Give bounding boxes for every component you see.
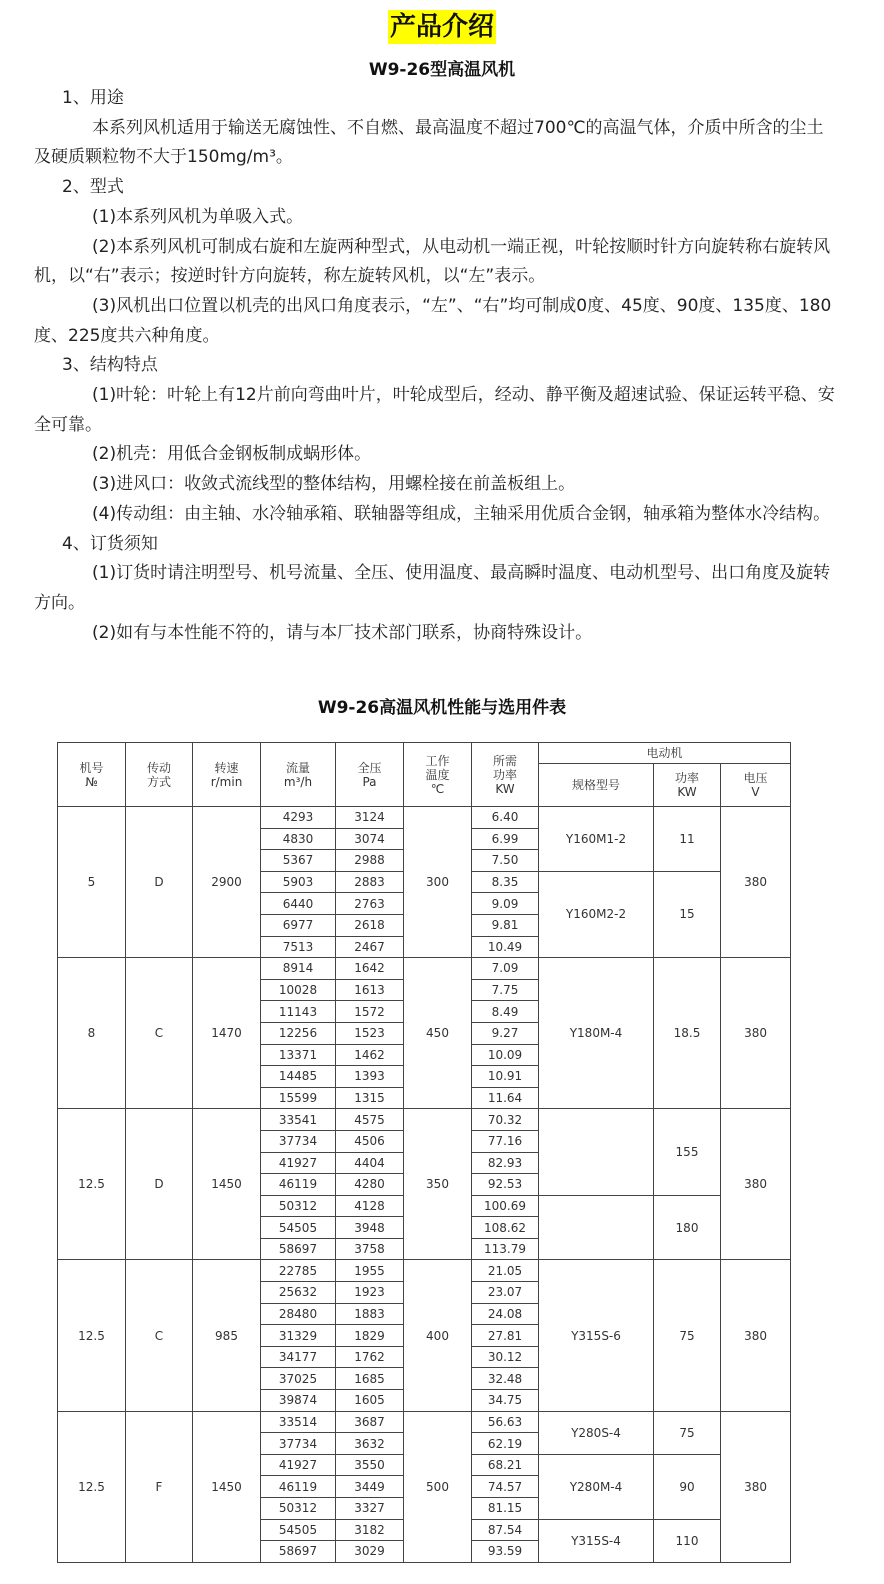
pressure-cell: 2988 — [336, 850, 404, 872]
power-cell: 6.40 — [472, 807, 539, 829]
pressure-cell: 3029 — [336, 1541, 404, 1563]
flow-cell: 50312 — [261, 1498, 336, 1520]
pressure-cell: 3074 — [336, 828, 404, 850]
flow-cell: 34177 — [261, 1346, 336, 1368]
power-cell: 56.63 — [472, 1411, 539, 1433]
flow-cell: 5367 — [261, 850, 336, 872]
voltage-cell: 380 — [721, 1411, 791, 1562]
power-cell: 11.64 — [472, 1087, 539, 1109]
flow-cell: 13371 — [261, 1044, 336, 1066]
fan-no-cell: 12.5 — [58, 1260, 126, 1411]
table-title: W9-26高温风机性能与选用件表 — [317, 698, 567, 718]
power-cell: 10.09 — [472, 1044, 539, 1066]
power-cell: 10.49 — [472, 936, 539, 958]
motor-model-cell — [539, 1195, 654, 1260]
flow-cell: 10028 — [261, 979, 336, 1001]
pressure-cell: 3550 — [336, 1454, 404, 1476]
pressure-cell: 1613 — [336, 979, 404, 1001]
header-motor: 电动机 — [539, 743, 791, 764]
flow-cell: 54505 — [261, 1519, 336, 1541]
flow-cell: 33514 — [261, 1411, 336, 1433]
structure-paragraph-1: (1)叶轮：叶轮上有12片前向弯曲叶片，叶轮成型后，经动、静平衡及超速试验、保证运转平稳、安全可靠。 — [34, 385, 835, 435]
drive-cell: F — [126, 1411, 193, 1562]
voltage-cell: 380 — [721, 1109, 791, 1260]
voltage-cell: 380 — [721, 1260, 791, 1411]
pressure-cell: 3449 — [336, 1476, 404, 1498]
power-cell: 74.57 — [472, 1476, 539, 1498]
pressure-cell: 4280 — [336, 1174, 404, 1196]
speed-cell: 1450 — [193, 1411, 261, 1562]
flow-cell: 8914 — [261, 958, 336, 980]
temp-cell: 350 — [404, 1109, 472, 1260]
table-row — [58, 1411, 791, 1433]
flow-cell: 6440 — [261, 893, 336, 915]
power-cell: 113.79 — [472, 1238, 539, 1260]
flow-cell: 5903 — [261, 871, 336, 893]
pressure-cell: 4575 — [336, 1109, 404, 1131]
table-row — [58, 1109, 791, 1131]
flow-cell: 31329 — [261, 1325, 336, 1347]
power-cell: 93.59 — [472, 1541, 539, 1563]
pressure-cell: 1393 — [336, 1066, 404, 1088]
power-cell: 6.99 — [472, 828, 539, 850]
power-cell: 108.62 — [472, 1217, 539, 1239]
structure-paragraph-3: (3)进风口：收敛式流线型的整体结构，用螺栓接在前盖板组上。 — [92, 474, 576, 495]
speed-cell: 1470 — [193, 958, 261, 1109]
flow-cell: 39874 — [261, 1390, 336, 1412]
power-cell: 92.53 — [472, 1174, 539, 1196]
pressure-cell: 1462 — [336, 1044, 404, 1066]
motor-power-cell: 90 — [654, 1454, 721, 1519]
header-flow: 流量 m³/h — [261, 743, 336, 807]
power-cell: 34.75 — [472, 1390, 539, 1412]
flow-cell: 37734 — [261, 1130, 336, 1152]
table-body — [58, 807, 791, 1563]
motor-power-cell: 11 — [654, 807, 721, 872]
header-drive: 传动 方式 — [126, 743, 193, 807]
pressure-cell: 1923 — [336, 1282, 404, 1304]
power-cell: 70.32 — [472, 1109, 539, 1131]
table-row — [58, 807, 791, 829]
pressure-cell: 2618 — [336, 914, 404, 936]
pressure-cell: 2467 — [336, 936, 404, 958]
motor-model-cell — [539, 1109, 654, 1195]
pressure-cell: 1883 — [336, 1303, 404, 1325]
speed-cell: 985 — [193, 1260, 261, 1411]
pressure-cell: 1955 — [336, 1260, 404, 1282]
pressure-cell: 1762 — [336, 1346, 404, 1368]
voltage-cell: 380 — [721, 807, 791, 958]
header-motor-power: 功率 KW — [654, 764, 721, 807]
header-no: 机号 № — [58, 743, 126, 807]
temp-cell: 500 — [404, 1411, 472, 1562]
flow-cell: 12256 — [261, 1022, 336, 1044]
performance-table — [57, 742, 791, 1563]
power-cell: 7.75 — [472, 979, 539, 1001]
motor-model-cell: Y315S-6 — [539, 1260, 654, 1411]
motor-power-cell: 110 — [654, 1519, 721, 1562]
structure-paragraph-2: (2)机壳：用低合金钢板制成蜗形体。 — [92, 444, 372, 465]
usage-paragraph: 本系列风机适用于输送无腐蚀性、不自燃、最高温度不超过700℃的高温气体，介质中所含的尘土及硬质颗粒物不大于150mg/m³。 — [34, 117, 824, 168]
speed-cell: 1450 — [193, 1109, 261, 1260]
power-cell: 8.49 — [472, 1001, 539, 1023]
power-cell: 23.07 — [472, 1282, 539, 1304]
power-cell: 9.09 — [472, 893, 539, 915]
power-cell: 9.81 — [472, 914, 539, 936]
flow-cell: 54505 — [261, 1217, 336, 1239]
flow-cell: 14485 — [261, 1066, 336, 1088]
power-cell: 21.05 — [472, 1260, 539, 1282]
flow-cell: 37025 — [261, 1368, 336, 1390]
flow-cell: 41927 — [261, 1454, 336, 1476]
title-area — [0, 0, 884, 50]
header-pressure: 全压 Pa — [336, 743, 404, 807]
header-model: 规格型号 — [539, 764, 654, 807]
type-paragraph-1: (1)本系列风机为单吸入式。 — [92, 206, 304, 227]
product-subtitle: W9-26型高温风机 — [368, 60, 516, 80]
fan-no-cell: 12.5 — [58, 1411, 126, 1562]
flow-cell: 6977 — [261, 914, 336, 936]
section-heading-order: 4、订货须知 — [62, 533, 158, 554]
flow-cell: 25632 — [261, 1282, 336, 1304]
flow-cell: 4293 — [261, 807, 336, 829]
power-cell: 24.08 — [472, 1303, 539, 1325]
power-cell: 30.12 — [472, 1346, 539, 1368]
power-cell: 9.27 — [472, 1022, 539, 1044]
power-cell: 62.19 — [472, 1433, 539, 1455]
order-paragraph-2: (2)如有与本性能不符的，请与本厂技术部门联系，协商特殊设计。 — [92, 622, 593, 643]
table-row — [58, 1260, 791, 1282]
header-voltage: 电压 V — [721, 764, 791, 807]
voltage-cell: 380 — [721, 958, 791, 1109]
pressure-cell: 1829 — [336, 1325, 404, 1347]
pressure-cell: 4404 — [336, 1152, 404, 1174]
speed-cell: 2900 — [193, 807, 261, 958]
power-cell: 68.21 — [472, 1454, 539, 1476]
pressure-cell: 2883 — [336, 871, 404, 893]
header-temp: 工作 温度 ℃ — [404, 743, 472, 807]
section-heading-structure: 3、结构特点 — [62, 355, 158, 376]
motor-power-cell: 180 — [654, 1195, 721, 1260]
flow-cell: 28480 — [261, 1303, 336, 1325]
pressure-cell: 4128 — [336, 1195, 404, 1217]
flow-cell: 37734 — [261, 1433, 336, 1455]
power-cell: 27.81 — [472, 1325, 539, 1347]
flow-cell: 50312 — [261, 1195, 336, 1217]
pressure-cell: 1642 — [336, 958, 404, 980]
pressure-cell: 1605 — [336, 1390, 404, 1412]
temp-cell: 400 — [404, 1260, 472, 1411]
flow-cell: 46119 — [261, 1476, 336, 1498]
drive-cell: D — [126, 1109, 193, 1260]
pressure-cell: 3948 — [336, 1217, 404, 1239]
pressure-cell: 3124 — [336, 807, 404, 829]
temp-cell: 450 — [404, 958, 472, 1109]
flow-cell: 58697 — [261, 1238, 336, 1260]
fan-no-cell: 5 — [58, 807, 126, 958]
power-cell: 82.93 — [472, 1152, 539, 1174]
motor-power-cell: 75 — [654, 1260, 721, 1411]
flow-cell: 7513 — [261, 936, 336, 958]
motor-model-cell: Y280S-4 — [539, 1411, 654, 1454]
power-cell: 7.09 — [472, 958, 539, 980]
drive-cell: D — [126, 807, 193, 958]
intro-text — [0, 84, 884, 648]
power-cell: 77.16 — [472, 1130, 539, 1152]
order-paragraph-1: (1)订货时请注明型号、机号流量、全压、使用温度、最高瞬时温度、电动机型号、出口角度及旋转方向。 — [34, 563, 831, 613]
pressure-cell: 3758 — [336, 1238, 404, 1260]
pressure-cell: 3182 — [336, 1519, 404, 1541]
header-power: 所需 功率 KW — [472, 743, 539, 807]
fan-no-cell: 8 — [58, 958, 126, 1109]
pressure-cell: 2763 — [336, 893, 404, 915]
drive-cell: C — [126, 958, 193, 1109]
pressure-cell: 1572 — [336, 1001, 404, 1023]
pressure-cell: 1523 — [336, 1022, 404, 1044]
drive-cell: C — [126, 1260, 193, 1411]
flow-cell: 33541 — [261, 1109, 336, 1131]
power-cell: 10.91 — [472, 1066, 539, 1088]
flow-cell: 46119 — [261, 1174, 336, 1196]
pressure-cell: 4506 — [336, 1130, 404, 1152]
flow-cell: 11143 — [261, 1001, 336, 1023]
motor-model-cell: Y160M1-2 — [539, 807, 654, 872]
temp-cell: 300 — [404, 807, 472, 958]
structure-paragraph-4: (4)传动组：由主轴、水冷轴承箱、联轴器等组成，主轴采用优质合金钢，轴承箱为整体水冷结构。 — [92, 503, 831, 524]
pressure-cell: 3632 — [336, 1433, 404, 1455]
power-cell: 32.48 — [472, 1368, 539, 1390]
flow-cell: 58697 — [261, 1541, 336, 1563]
pressure-cell: 3687 — [336, 1411, 404, 1433]
pressure-cell: 1315 — [336, 1087, 404, 1109]
power-cell: 87.54 — [472, 1519, 539, 1541]
power-cell: 100.69 — [472, 1195, 539, 1217]
flow-cell: 22785 — [261, 1260, 336, 1282]
flow-cell: 4830 — [261, 828, 336, 850]
flow-cell: 41927 — [261, 1152, 336, 1174]
motor-model-cell: Y180M-4 — [539, 958, 654, 1109]
section-heading-usage: 1、用途 — [62, 88, 124, 108]
motor-power-cell: 75 — [654, 1411, 721, 1454]
section-heading-type: 2、型式 — [62, 177, 124, 198]
power-cell: 8.35 — [472, 871, 539, 893]
type-paragraph-3: (3)风机出口位置以机壳的出风口角度表示，“左”、“右”均可制成0度、45度、90度、135度、180度、225度共六种角度。 — [34, 295, 832, 346]
motor-model-cell: Y280M-4 — [539, 1454, 654, 1519]
pressure-cell: 1685 — [336, 1368, 404, 1390]
page-title: 产品介绍 — [389, 12, 494, 42]
fan-no-cell: 12.5 — [58, 1109, 126, 1260]
type-paragraph-2: (2)本系列风机可制成右旋和左旋两种型式，从电动机一端正视，叶轮按顺时针方向旋转称右旋转风机，以“右”表示；按逆时针方向旋转，称左旋转风机，以“左”表示。 — [34, 236, 831, 287]
motor-power-cell: 155 — [654, 1109, 721, 1195]
motor-model-cell: Y315S-4 — [539, 1519, 654, 1562]
power-cell: 7.50 — [472, 850, 539, 872]
motor-model-cell: Y160M2-2 — [539, 871, 654, 957]
power-cell: 81.15 — [472, 1498, 539, 1520]
pressure-cell: 3327 — [336, 1498, 404, 1520]
flow-cell: 15599 — [261, 1087, 336, 1109]
header-speed: 转速 r/min — [193, 743, 261, 807]
motor-power-cell: 18.5 — [654, 958, 721, 1109]
motor-power-cell: 15 — [654, 871, 721, 957]
table-row — [58, 958, 791, 980]
